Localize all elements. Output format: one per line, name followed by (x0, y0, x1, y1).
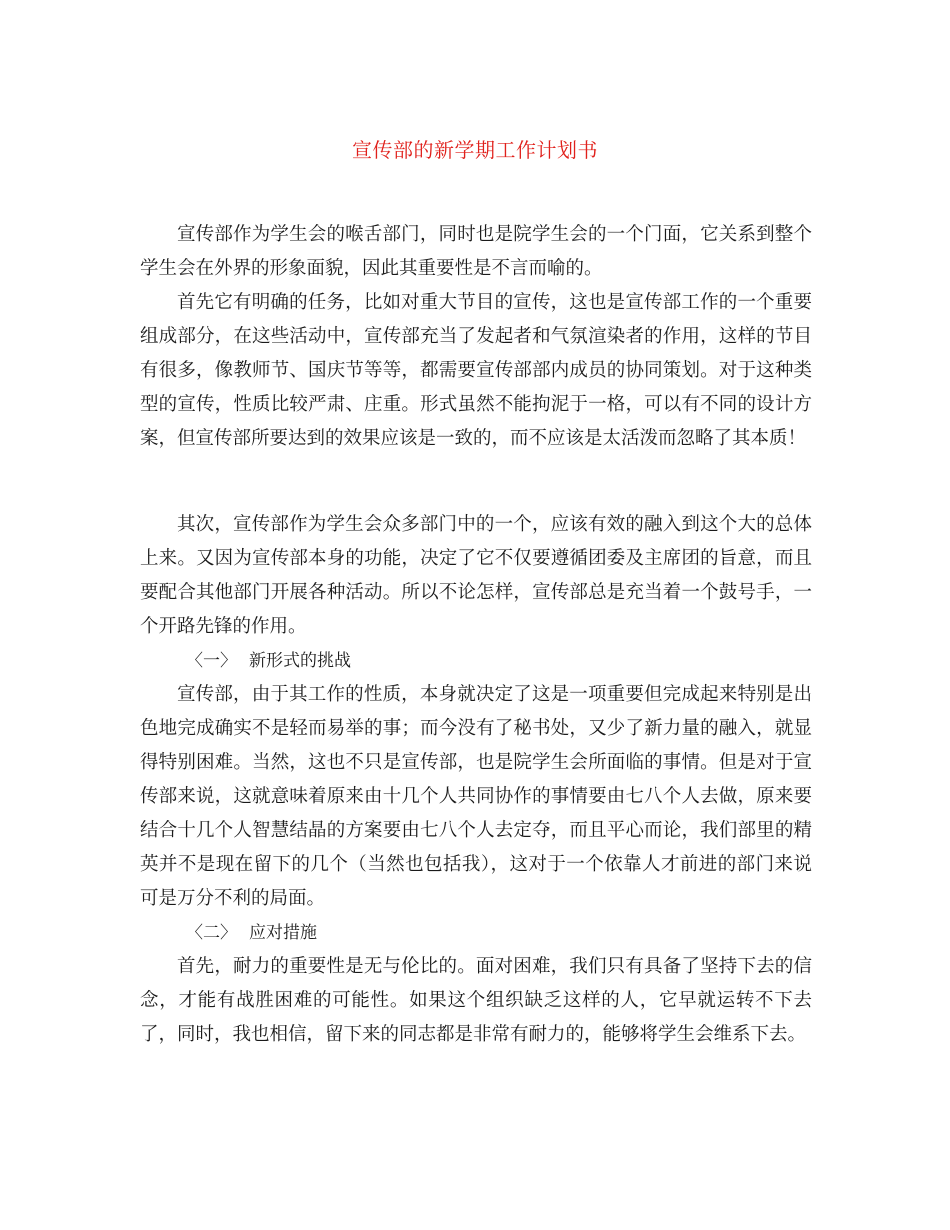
main-section (140, 508, 812, 1052)
section-heading (140, 644, 812, 678)
heading-text: 应对措施 (249, 923, 317, 943)
heading-number: 〈一〉 (186, 651, 237, 671)
paragraph: 其次，宣传部作为学生会众多部门中的一个，应该有效的融入到这个大的总体上来。又因为宣传部本身的功能，决定了它不仅要遵循团委及主席团的旨意，而且要配合其他部门开展各种活动。所以不论怎样，宣传部总是充当着一个鼓号手，一个开路先锋的作用。 (140, 514, 812, 637)
paragraph: 首先它有明确的任务，比如对重大节目的宣传，这也是宣传部工作的一个重要组成部分，在这些活动中，宣传部充当了发起者和气氛渲染者的作用，这样的节目有很多，像教师节、国庆节等等，都需要宣传部部内成员的协同策划。对于这种类型的宣传，性质比较严肃、庄重。形式虽然不能拘泥于一格，可以有不同的设计方案，但宣传部所要达到的效果应该是一致的，而不应该是太活泼而忽略了其本质！ (140, 292, 812, 449)
document-title: 宣传部的新学期工作计划书 (352, 138, 598, 162)
heading-text: 新形式的挑战 (249, 651, 351, 671)
section-heading (140, 916, 812, 950)
intro-section (140, 218, 812, 456)
paragraph: 宣传部，由于其工作的性质，本身就决定了这是一项重要但完成起来特别是出色地完成确实不是轻而易举的事；而今没有了秘书处，又少了新力量的融入，就显得特别困难。当然，这也不只是宣传部，也是院学生会所面临的事情。但是对于宣传部来说，这就意味着原来由十几个人共同协作的事情要由七八个人去做，原来要结合十几个人智慧结晶的方案要由七八个人去定夺，而且平心而论，我们部里的精英并不是现在留下的几个（当然也包括我），这对于一个依靠人才前进的部门来说可是万分不利的局面。 (140, 684, 812, 909)
heading-number: 〈二〉 (186, 923, 237, 943)
paragraph: 宣传部作为学生会的喉舌部门，同时也是院学生会的一个门面，它关系到整个学生会在外界的形象面貌，因此其重要性是不言而喻的。 (140, 224, 812, 279)
paragraph: 首先，耐力的重要性是无与伦比的。面对困难，我们只有具备了坚持下去的信念，才能有战胜困难的可能性。如果这个组织缺乏这样的人，它早就运转不下去了，同时，我也相信，留下来的同志都是非常有耐力的，能够将学生会维系下去。 (140, 956, 812, 1045)
